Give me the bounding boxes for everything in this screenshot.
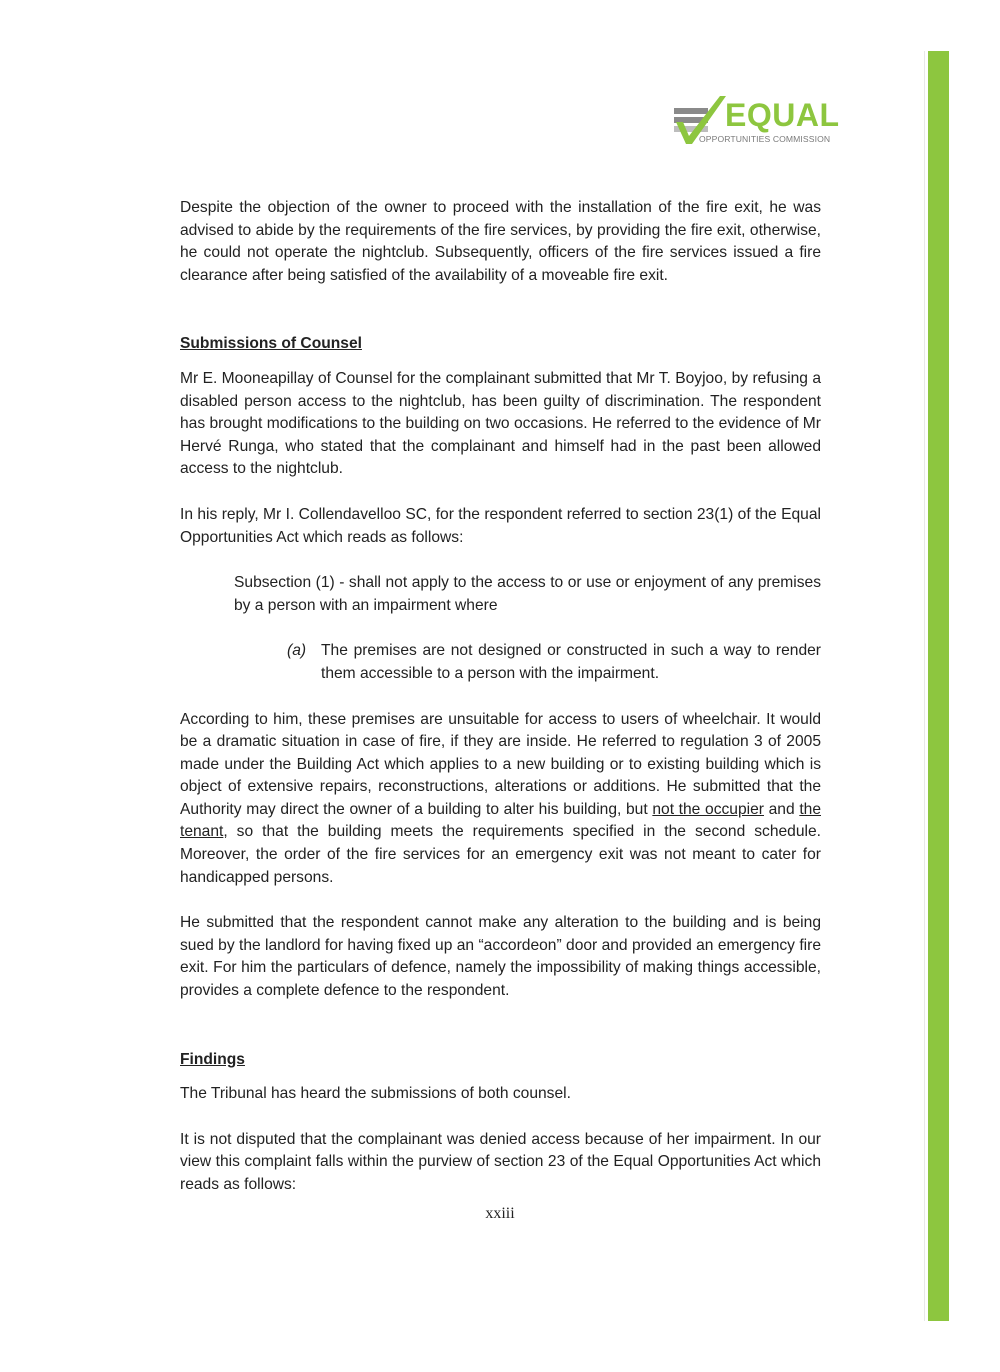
paragraph: The Tribunal has heard the submissions of both counsel. [180, 1085, 571, 1103]
equal-opportunities-logo [672, 92, 842, 148]
page-number: xxiii [485, 1205, 515, 1222]
margin-rule [924, 51, 925, 1321]
section-heading-findings: Findings [180, 1050, 245, 1068]
document-body [180, 197, 821, 1197]
list-item [180, 640, 821, 685]
paragraph-text: , so that the building meets the requirements specified in the second schedule. Moreover, the order of the fire services for an emergency exit was not meant to cater for handicapped persons. [180, 823, 821, 886]
paragraph: Mr E. Mooneapillay of Counsel for the complainant submitted that Mr T. Boyjoo, by refusing a disabled person access to the nightclub, has been guilty of discrimination. The respondent has brought modifications to the building on two occasions. He referred to the evidence of Mr Hervé Runga, who stated that the complainant and himself had in the past been allowed access to the nightclub. [180, 369, 821, 478]
side-accent-bar [928, 51, 949, 1321]
logo-subtitle: OPPORTUNITIES COMMISSION [699, 134, 831, 144]
logo-wordmark: EQUAL [725, 97, 840, 133]
paragraph: He submitted that the respondent cannot make any alteration to the building and is being sued by the landlord for having fixed up an “accordeon” door and provided an emergency fire exit. For him the particulars of defence, namely the impossibility of making things accessible, provides a complete defence to the respondent. [180, 914, 821, 1000]
paragraph: Despite the objection of the owner to proceed with the installation of the fire exit, he was advised to abide by the requirements of the fire services, by providing the fire exit, otherwise, he could not operate the nightclub. Subsequently, officers of the fire services issued a fire clearance after being satisfied of the availability of a moveable fire exit. [180, 199, 821, 284]
paragraph: In his reply, Mr I. Collendavelloo SC, for the respondent referred to section 23(1) of the Equal Opportunities Act which reads as follows: [180, 505, 821, 546]
quoted-subsection: Subsection (1) - shall not apply to the access to or use or enjoyment of any premises by a person with an impairment where [234, 574, 821, 614]
section-heading-submissions: Submissions of Counsel [180, 335, 362, 353]
paragraph: It is not disputed that the complainant was denied access because of her impairment. In our view this complaint falls within the purview of section 23 of the Equal Opportunities Act which reads as follows: [180, 1130, 821, 1193]
list-item-label: (a) [287, 642, 307, 660]
paragraph-text: and [763, 800, 800, 818]
paragraph [180, 709, 821, 890]
list-item-text: The premises are not designed or constructed in such a way to render them accessible to a person with the impairment. [321, 642, 821, 682]
paragraph-text: According to him, these premises are unsuitable for access to users of wheelchair. It would be a dramatic situation in case of fire, if they are inside. He referred to regulation 3 of 2005 made under the Building Act which applies to a new building or to existing building which is object of extensive repairs, reconstructions, alterations or additions. He submitted that the Authority may direct the owner of a building to alter his building, but [180, 710, 821, 818]
underlined-phrase: not the occupier [652, 800, 764, 818]
underlined-phrase: the tenant [180, 800, 821, 841]
